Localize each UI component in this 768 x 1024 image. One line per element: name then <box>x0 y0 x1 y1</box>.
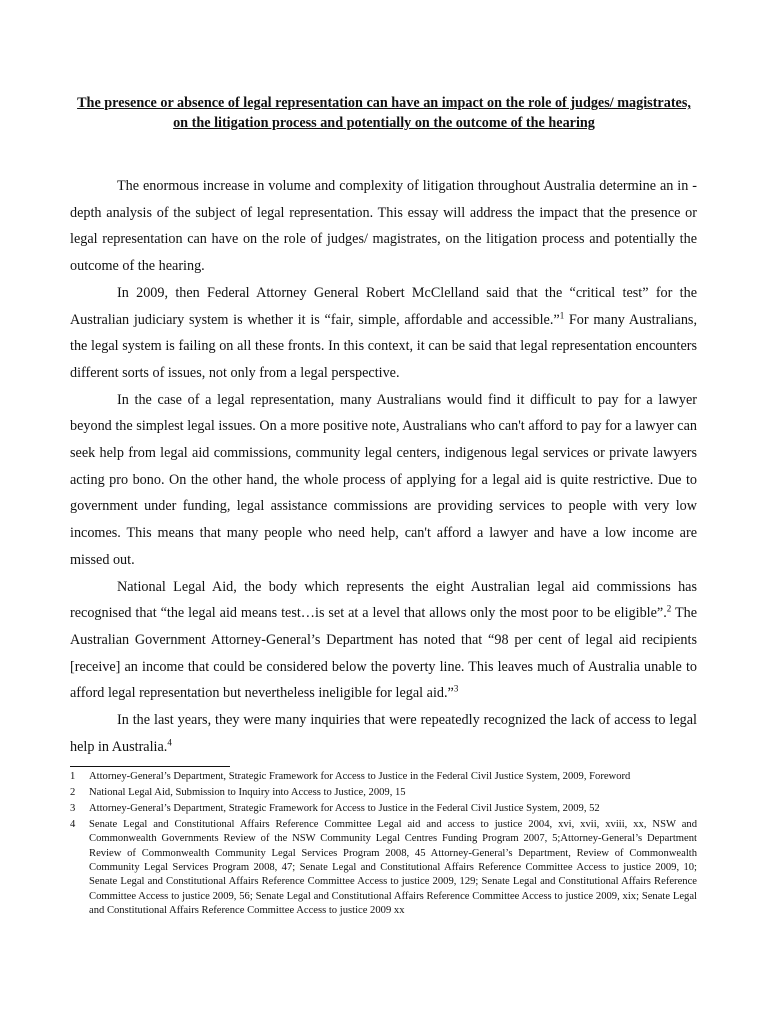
paragraph-text: In the last years, they were many inquiries that were repeatedly recognized the lack of access to legal help in Australia. <box>70 712 697 755</box>
paragraph-intro <box>70 173 697 280</box>
paragraph-text: The Australian Government Attorney-General’s Department has noted that “98 per cent of legal aid recipients [receive] an income that could be considered below the poverty line. This leaves much of Australia unable to afford legal representation but nevertheless ineligible for legal aid.” <box>70 605 697 702</box>
footnote-text: Senate Legal and Constitutional Affairs Reference Committee Legal aid and access to justice 2004, xvi, xvii, xviii, xx, NSW and Commonwealth Governments Review of the NSW Community Legal Centres Funding Program 2007, 5;Attorney-General’s Department Review of Commonwealth Community Legal Services Program 2008, 45 Attorney-General’s Department, Review of Commonwealth Community Legal Services Program 2008, 47; Senate Legal and Constitutional Affairs Reference Committee Access to justice 2009, 10; Senate Legal and Constitutional Affairs Reference Committee Access to justice 2009, 129; Senate Legal and Constitutional Affairs Reference Committee Access to justice 2009, 56; Senate Legal and Constitutional Affairs Reference Committee Access to justice 2009, xix; Senate Legal and Constitutional Affairs Reference Committee Access to justice 2009 xx <box>89 818 697 917</box>
footnote-number: 3 <box>70 802 76 814</box>
footnote-ref-3: 3 <box>453 683 459 694</box>
essay-title: The presence or absence of legal representation can have an impact on the role of judges/ magistrates, on the litigation process and potentially on the outcome of the hearing <box>77 95 691 131</box>
footnote-ref-4: 4 <box>167 737 172 748</box>
footnote-number: 1 <box>70 771 76 782</box>
footnote-text: Attorney-General’s Department, Strategic Framework for Access to Justice in the Federal Civil Justice System, 2009, Foreword <box>89 771 631 782</box>
footnote-item <box>70 802 697 816</box>
footnote-ref-2: 2 <box>666 603 672 614</box>
footnote-item <box>70 818 697 919</box>
footnote-text: Attorney-General’s Department, Strategic Framework for Access to Justice in the Federal Civil Justice System, 2009, 52 <box>89 802 600 814</box>
footnote-text: National Legal Aid, Submission to Inquiry into Access to Justice, 2009, 15 <box>89 786 406 798</box>
footnote-ref-1: 1 <box>559 309 565 320</box>
footnotes <box>70 770 697 920</box>
footnote-separator <box>70 766 230 767</box>
paragraph-text: In the case of a legal representation, many Australians would find it difficult to pay for a lawyer beyond the simplest legal issues. On a more positive note, Australians who can't afford to pay for a lawyer can seek help from legal aid commissions, community legal centers, indigenous legal services or private lawyers acting pro bono. On the other hand, the whole process of applying for a legal aid is quite restrictive. Due to government under funding, legal assistance commissions are providing services to people with very low incomes. This means that many people who need help, can't afford a lawyer and have a low income are missed out. <box>70 391 697 568</box>
footnote-number: 2 <box>70 786 76 798</box>
footnote-number: 4 <box>70 818 76 830</box>
paragraph-national-legal-aid <box>70 574 697 708</box>
essay-body <box>70 173 697 760</box>
paragraph-legal-aid <box>70 387 697 574</box>
paragraph-text: For many Australians, the legal system is failing on all these fronts. In this context, it can be said that legal representation encounters different sorts of issues, not only from a legal perspective. <box>70 311 697 381</box>
paragraph-text: National Legal Aid, the body which represents the eight Australian legal aid commissions has recognised that “the legal aid means test…is set at a level that allows only the most poor to be eligible”. <box>70 578 697 622</box>
footnote-item <box>70 786 697 800</box>
paragraph-inquiries <box>70 707 697 760</box>
footnote-item <box>70 770 697 784</box>
paragraph-mcclelland <box>70 280 697 387</box>
paragraph-text: In 2009, then Federal Attorney General Robert McClelland said that the “critical test” for the Australian judiciary system is whether it is “fair, simple, affordable and accessible.” <box>70 284 697 328</box>
paragraph-text: The enormous increase in volume and complexity of litigation throughout Australia determine an in - depth analysis of the subject of legal representation. This essay will address the impact that the presence or legal representation can have on the role of judges/ magistrates, on the litigation process and potentially the outcome of the hearing. <box>70 178 697 275</box>
